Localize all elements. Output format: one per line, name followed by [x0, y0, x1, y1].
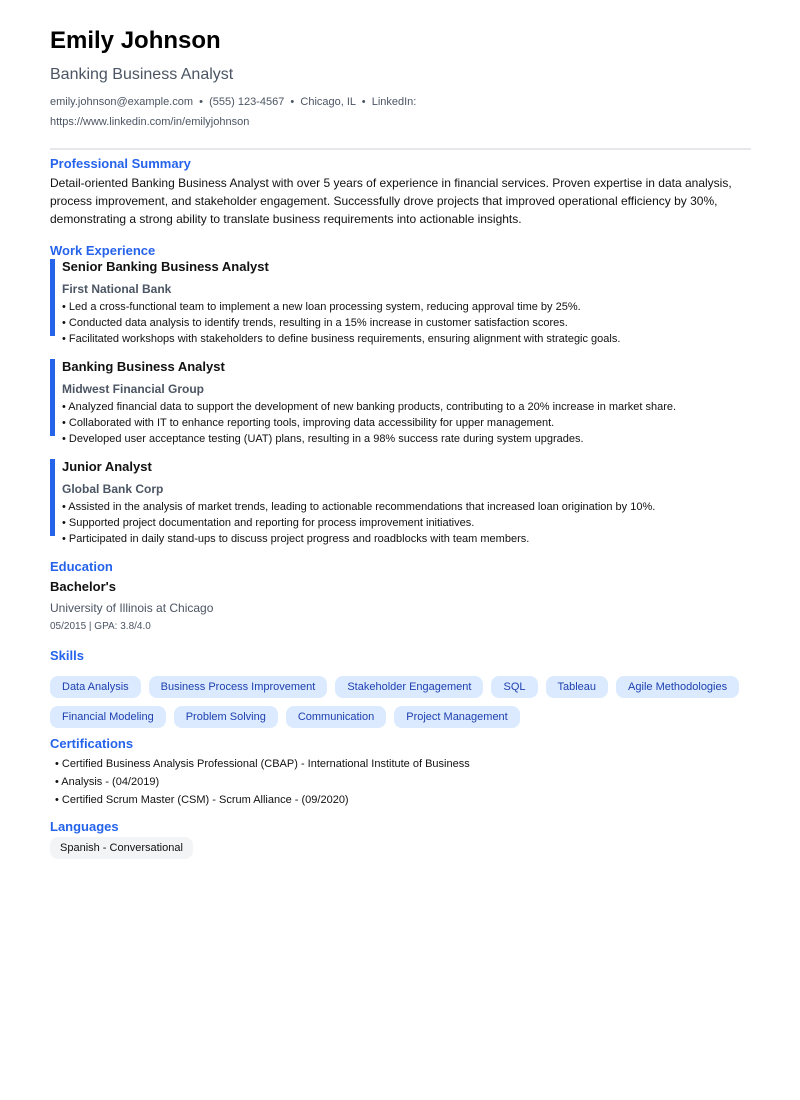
company: First National Bank — [62, 282, 172, 296]
job-bullet: • Analyzed financial data to support the development of new banking products, contributing to a 20% increase in market share. — [62, 401, 677, 413]
skill-chip: Agile Methodologies — [616, 676, 739, 698]
job-bullet: • Led a cross-functional team to implement a new loan processing system, reducing approval time by 25%. — [62, 301, 581, 313]
skills-heading: Skills — [50, 648, 84, 663]
skills-list — [50, 676, 750, 728]
certification-item: • Certified Scrum Master (CSM) - Scrum Alliance - (09/2020) — [55, 794, 349, 806]
job-bullets — [62, 499, 751, 547]
certification-item: • Analysis - (04/2019) — [55, 776, 160, 788]
skill-chip: Project Management — [394, 706, 520, 728]
certifications-heading: Certifications — [50, 736, 134, 751]
certification-item: • Certified Business Analysis Professional (CBAP) - International Institute of Business — [55, 758, 470, 770]
job-title: Banking Business Analyst — [50, 66, 234, 83]
job-bullets — [62, 399, 751, 447]
contact-info — [50, 92, 417, 132]
degree: Bachelor's — [50, 579, 116, 594]
skill-chip: Tableau — [546, 676, 609, 698]
skill-chip: Business Process Improvement — [149, 676, 328, 698]
languages-heading: Languages — [50, 819, 119, 834]
school: University of Illinois at Chicago — [50, 601, 214, 615]
job-bullet: • Conducted data analysis to identify trends, resulting in a 15% increase in customer satisfaction scores. — [62, 317, 568, 329]
job-bullet: • Assisted in the analysis of market trends, leading to actionable recommendations that increased loan origination by 10%. — [62, 501, 656, 513]
skill-chip: Problem Solving — [174, 706, 278, 728]
skill-chip: Financial Modeling — [50, 706, 166, 728]
summary-text: Detail-oriented Banking Business Analyst with over 5 years of experience in financial services. Proven expertise in data analysis, process improvement, and stakeholder engagement. Successfully drove projects that improved operational efficiency by 30%, demonstrating a strong ability to translate business requirements into actionable insights. — [50, 176, 732, 226]
divider — [50, 148, 751, 150]
skill-chip: SQL — [491, 676, 537, 698]
job-bullet: • Supported project documentation and reporting for process improvement initiatives. — [62, 517, 475, 529]
summary-heading: Professional Summary — [50, 156, 191, 171]
job-bullet: • Participated in daily stand-ups to discuss project progress and roadblocks with team members. — [62, 533, 530, 545]
job-title: Banking Business Analyst — [62, 359, 225, 374]
certifications-list — [50, 755, 751, 809]
job-entry — [50, 259, 751, 345]
languages-list — [50, 835, 751, 859]
job-bullets — [62, 299, 751, 347]
job-bullet: • Developed user acceptance testing (UAT) plans, resulting in a 98% success rate during system upgrades. — [62, 433, 584, 445]
company: Midwest Financial Group — [62, 382, 205, 396]
job-entry — [50, 359, 751, 445]
job-title: Senior Banking Business Analyst — [62, 259, 269, 274]
contact-line: emily.johnson@example.com • (555) 123-4567 • Chicago, IL • LinkedIn: — [50, 96, 417, 108]
experience-heading: Work Experience — [50, 243, 156, 258]
job-bullet: • Collaborated with IT to enhance reporting tools, improving data accessibility for upper management. — [62, 417, 555, 429]
education-heading: Education — [50, 559, 113, 574]
job-list — [50, 259, 751, 545]
skill-chip: Communication — [286, 706, 386, 728]
education-meta: 05/2015 | GPA: 3.8/4.0 — [50, 621, 151, 632]
resume — [50, 26, 751, 859]
linkedin-url: https://www.linkedin.com/in/emilyjohnson — [50, 116, 250, 128]
company: Global Bank Corp — [62, 482, 164, 496]
name: Emily Johnson — [50, 27, 221, 54]
skill-chip: Data Analysis — [50, 676, 141, 698]
job-title: Junior Analyst — [62, 459, 152, 474]
job-bullet: • Facilitated workshops with stakeholders to define business requirements, ensuring alignment with strategic goals. — [62, 333, 621, 345]
skill-chip: Stakeholder Engagement — [335, 676, 483, 698]
job-entry — [50, 459, 751, 545]
language-chip: Spanish - Conversational — [50, 837, 193, 859]
